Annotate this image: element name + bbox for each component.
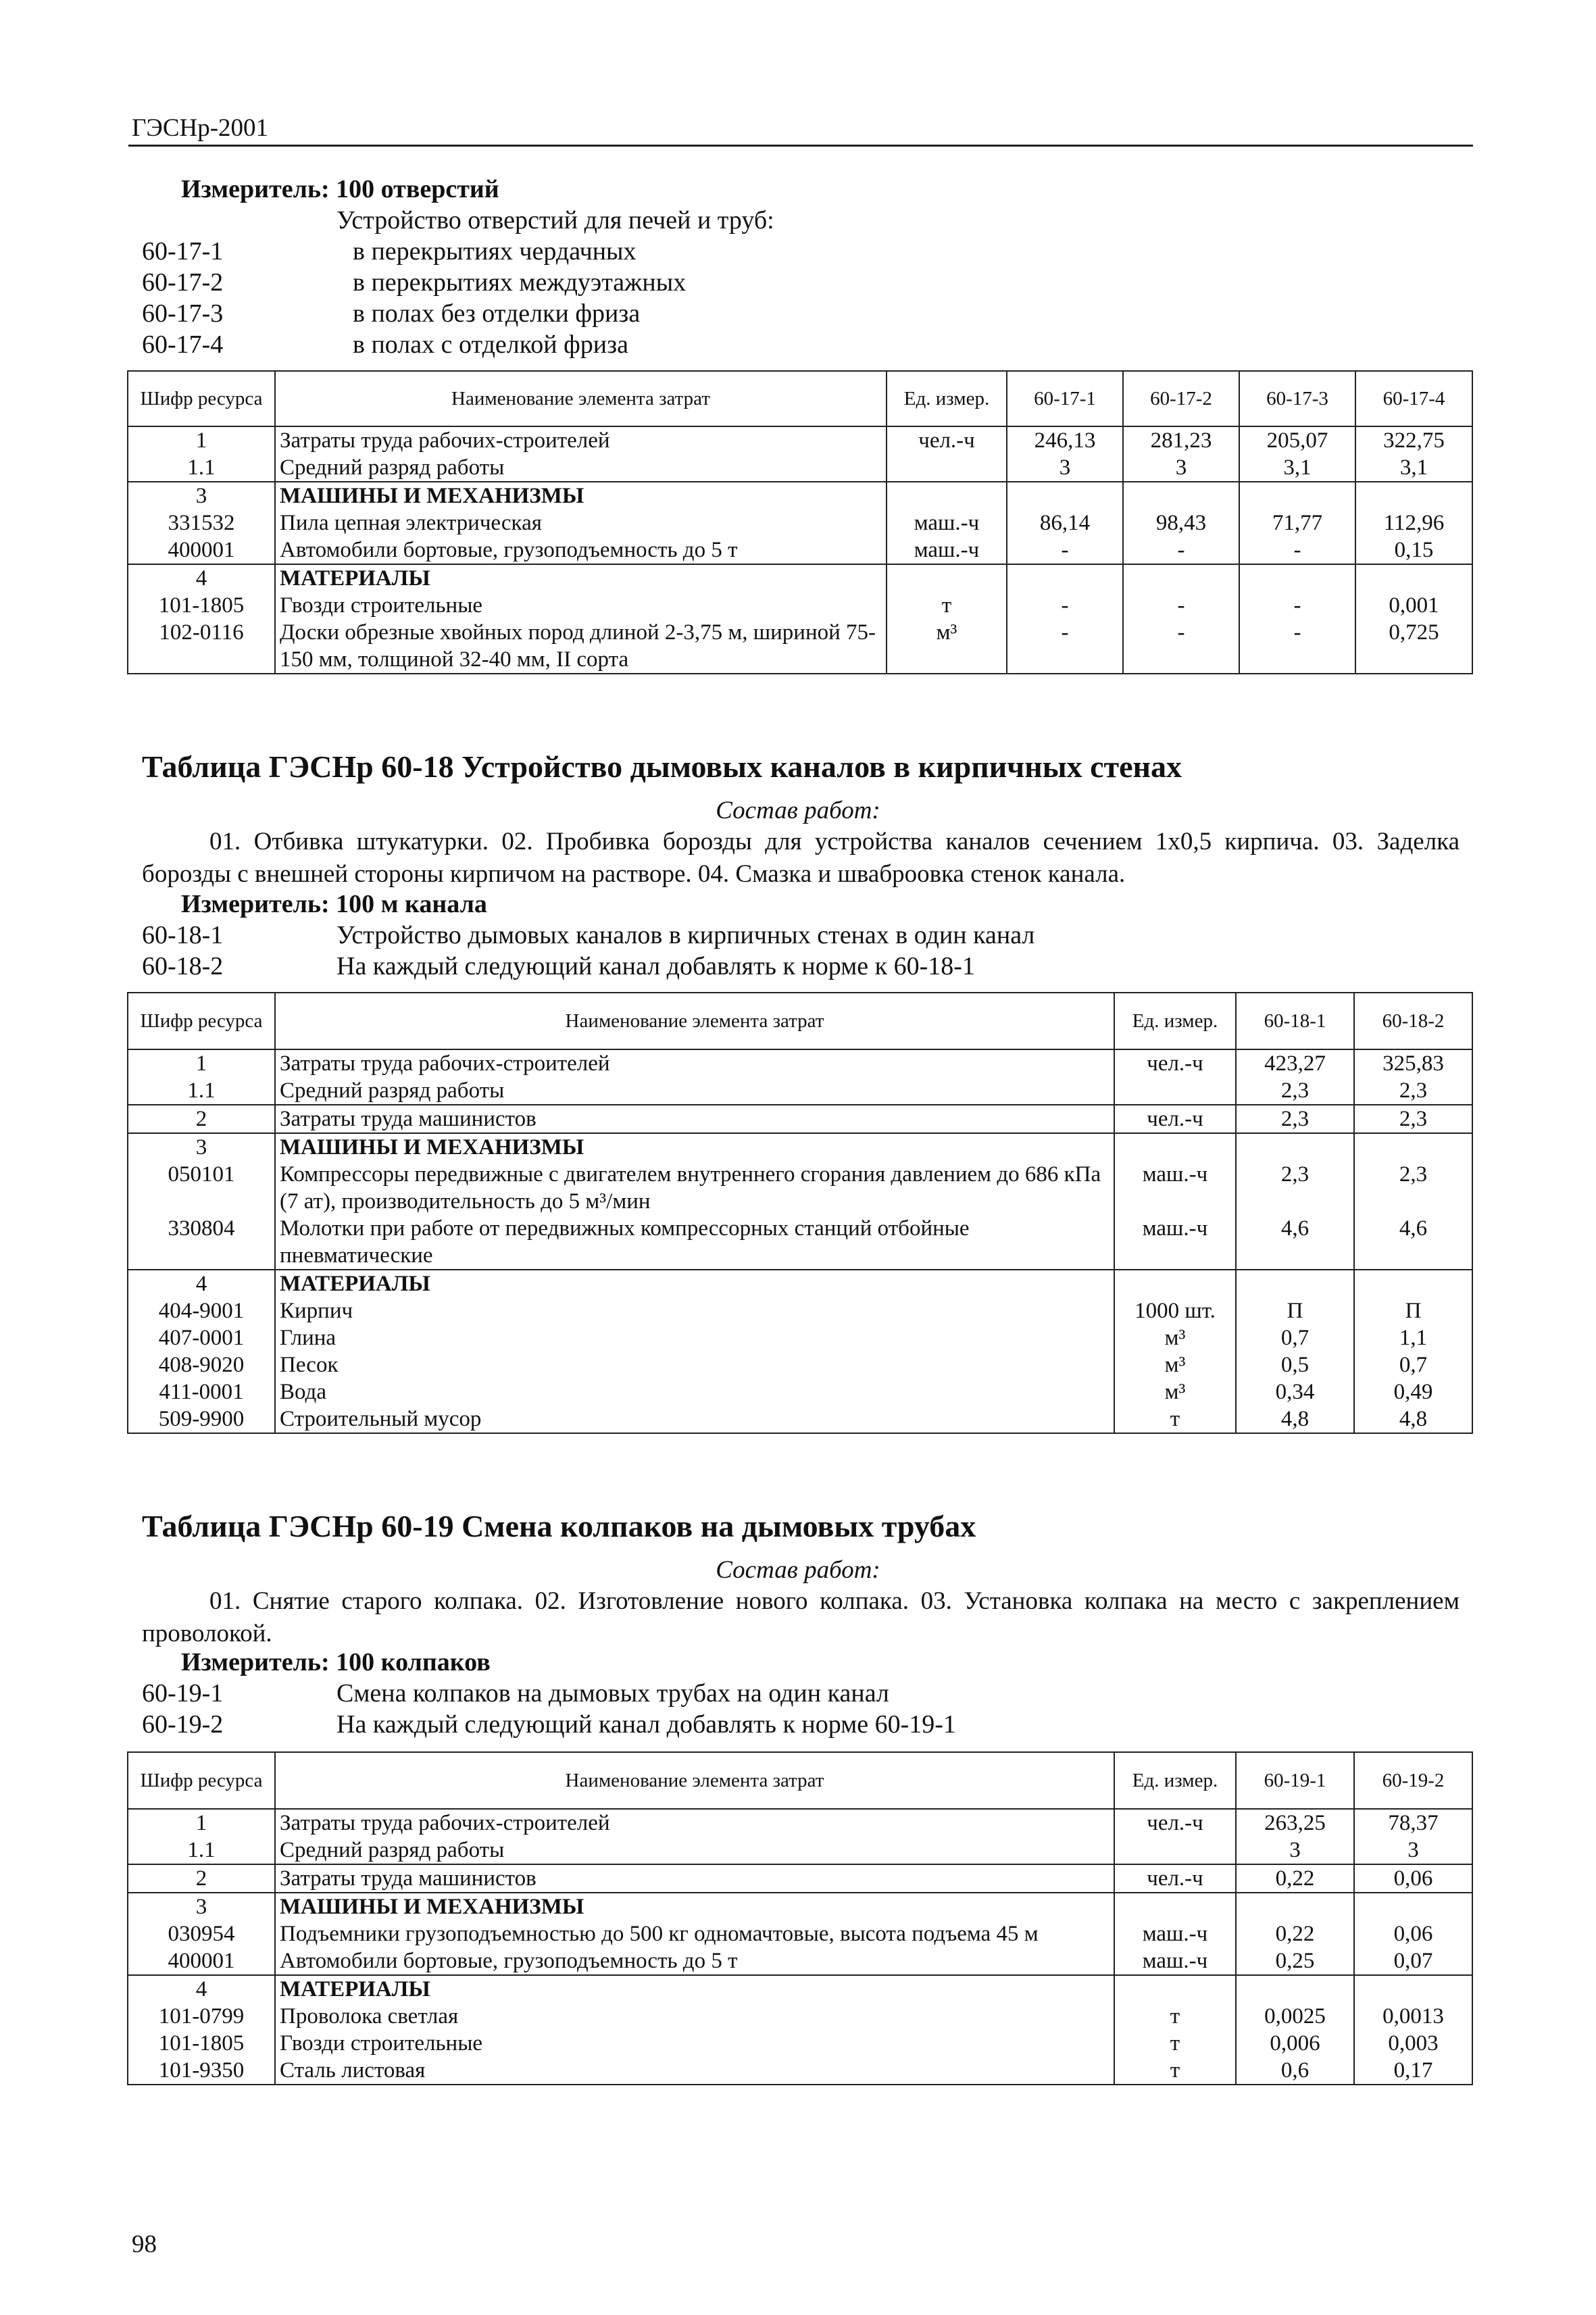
table-row — [128, 1270, 1472, 1297]
norm-value-cell: - — [1123, 537, 1239, 564]
norm-value-cell: 3 — [1123, 454, 1239, 482]
norm-value-cell — [1354, 1893, 1472, 1920]
table-row — [128, 1378, 1472, 1405]
item-text: в полах без отделки фриза — [353, 299, 641, 328]
unit-cell: маш.-ч — [887, 537, 1007, 564]
norm-value-cell: 0,5 — [1236, 1351, 1354, 1378]
unit-cell: м³ — [1114, 1351, 1236, 1378]
norm-value-cell: 2,3 — [1354, 1105, 1472, 1133]
table-row — [128, 2030, 1472, 2057]
resource-code-cell: 3 — [128, 1893, 275, 1920]
unit-cell: маш.-ч — [1114, 1947, 1236, 1975]
cost-element-name-cell: Подъемники грузоподъемностью до 500 кг одномачтовые, высота подъема 45 м — [275, 1920, 1114, 1947]
norm-value-cell: 3 — [1007, 454, 1123, 482]
header-cell: Ед. измер. — [1114, 1752, 1236, 1809]
item-text: Смена колпаков на дымовых трубах на один канал — [336, 1679, 889, 1708]
norm-value-cell — [1236, 1893, 1354, 1920]
resource-code-cell: 101-9350 — [128, 2057, 275, 2085]
norm-value-cell: 263,25 — [1236, 1809, 1354, 1837]
norm-value-cell — [1239, 564, 1355, 592]
unit-cell — [1114, 1133, 1236, 1161]
norm-value-cell: 2,3 — [1236, 1077, 1354, 1105]
cost-element-name-cell: Автомобили бортовые, грузоподъемность до 5 т — [275, 537, 887, 564]
resource-code-cell: 3 — [128, 1133, 275, 1161]
norm-value-cell: 0,17 — [1354, 2057, 1472, 2085]
norm-value-cell: 0,22 — [1236, 1920, 1354, 1947]
running-header: ГЭСНр-2001 — [132, 114, 269, 142]
item-text: в перекрытиях междуэтажных — [353, 268, 687, 297]
cost-element-name-cell: Затраты труда рабочих-строителей — [275, 1049, 1114, 1077]
norm-value-cell: 322,75 — [1355, 426, 1472, 454]
cost-element-name-cell: Гвозди строительные — [275, 2030, 1114, 2057]
norm-value-cell — [1355, 564, 1472, 592]
cost-element-name-cell: Молотки при работе от передвижных компрессорных станций отбойные пневматические — [275, 1215, 1114, 1270]
table-row — [128, 426, 1472, 454]
measure-60-19: Измеритель: 100 колпаков — [181, 1648, 491, 1676]
header-cell: Шифр ресурса — [128, 371, 275, 426]
header-cell: 60-19-2 — [1354, 1752, 1472, 1809]
unit-cell — [1114, 1270, 1236, 1297]
table-row — [128, 1864, 1472, 1893]
item-code: 60-18-2 — [142, 952, 224, 980]
norm-value-cell: 4,6 — [1236, 1215, 1354, 1270]
table-row — [128, 1405, 1472, 1433]
norm-value-cell: 1,1 — [1354, 1324, 1472, 1351]
norm-value-cell: - — [1239, 619, 1355, 674]
resource-code-cell: 050101 — [128, 1161, 275, 1215]
norm-value-cell: 0,07 — [1354, 1947, 1472, 1975]
table-row — [128, 592, 1472, 619]
norm-value-cell: 205,07 — [1239, 426, 1355, 454]
table-row — [128, 2003, 1472, 2030]
unit-cell: т — [1114, 2057, 1236, 2085]
table-row — [128, 1324, 1472, 1351]
table-row — [128, 619, 1472, 674]
cost-element-name-cell: Глина — [275, 1324, 1114, 1351]
norm-value-cell: 0,06 — [1354, 1864, 1472, 1893]
norm-value-cell: 0,003 — [1354, 2030, 1472, 2057]
norm-value-cell — [1007, 564, 1123, 592]
resource-code-cell: 1 — [128, 1049, 275, 1077]
cost-element-name-cell: МАТЕРИАЛЫ — [275, 564, 887, 592]
norm-value-cell: - — [1007, 592, 1123, 619]
unit-cell — [887, 454, 1007, 482]
norm-value-cell: 3,1 — [1355, 454, 1472, 482]
item-code: 60-18-1 — [142, 921, 224, 949]
header-cell: Наименование элемента затрат — [275, 371, 887, 426]
unit-cell: маш.-ч — [1114, 1161, 1236, 1215]
norm-value-cell: 0,49 — [1354, 1378, 1472, 1405]
norm-value-cell: 0,0013 — [1354, 2003, 1472, 2030]
resource-code-cell: 2 — [128, 1105, 275, 1133]
resource-code-cell: 1 — [128, 426, 275, 454]
table-row — [128, 1893, 1472, 1920]
norm-value-cell: - — [1007, 619, 1123, 674]
work-composition-label: Состав работ: — [716, 797, 880, 824]
norm-value-cell: 78,37 — [1354, 1809, 1472, 1837]
resource-code-cell: 330804 — [128, 1215, 275, 1270]
norm-value-cell — [1236, 1270, 1354, 1297]
resource-code-cell: 102-0116 — [128, 619, 275, 674]
header-cell: 60-17-3 — [1239, 371, 1355, 426]
measure-60-18: Измеритель: 100 м канала — [181, 890, 487, 918]
norm-value-cell: П — [1236, 1297, 1354, 1324]
norm-value-cell: 4,8 — [1236, 1405, 1354, 1433]
resource-code-cell: 4 — [128, 1975, 275, 2003]
norm-value-cell: 0,15 — [1355, 537, 1472, 564]
cost-element-name-cell: МАШИНЫ И МЕХАНИЗМЫ — [275, 1133, 1114, 1161]
resource-code-cell: 4 — [128, 1270, 275, 1297]
header-rule — [128, 145, 1473, 147]
resource-code-cell: 408-9020 — [128, 1351, 275, 1378]
norm-value-cell: 0,0025 — [1236, 2003, 1354, 2030]
resource-code-cell: 2 — [128, 1864, 275, 1893]
norm-value-cell — [1354, 1133, 1472, 1161]
norm-value-cell: 2,3 — [1354, 1161, 1472, 1215]
unit-cell — [1114, 1893, 1236, 1920]
item-text: Устройство дымовых каналов в кирпичных стенах в один канал — [336, 921, 1035, 949]
header-cell: Ед. измер. — [1114, 993, 1236, 1049]
norm-value-cell: - — [1123, 592, 1239, 619]
cost-element-name-cell: Строительный мусор — [275, 1405, 1114, 1433]
norm-value-cell: 4,6 — [1354, 1215, 1472, 1270]
norm-value-cell — [1123, 482, 1239, 509]
table-row — [128, 1809, 1472, 1837]
work-composition-label: Состав работ: — [716, 1556, 880, 1584]
resource-code-cell: 030954 — [128, 1920, 275, 1947]
cost-element-name-cell: Затраты труда машинистов — [275, 1864, 1114, 1893]
cost-element-name-cell: Автомобили бортовые, грузоподъемность до 5 т — [275, 1947, 1114, 1975]
header-cell: Шифр ресурса — [128, 1752, 275, 1809]
table-row — [128, 1215, 1472, 1270]
measure-60-17: Измеритель: 100 отверстий — [181, 175, 499, 203]
unit-cell: т — [887, 592, 1007, 619]
table-row — [128, 1351, 1472, 1378]
header-cell: Ед. измер. — [887, 371, 1007, 426]
cost-element-name-cell: Вода — [275, 1378, 1114, 1405]
norm-value-cell: 71,77 — [1239, 509, 1355, 537]
norm-value-cell: 0,25 — [1236, 1947, 1354, 1975]
work-description-60-18: 01. Отбивка штукатурки. 02. Пробивка борозды для устройства каналов сечением 1х0,5 кирпича. 03. Заделка борозды с внешней стороны кирпичом на растворе. 04. Смазка и шваброовка стенок канала. — [142, 828, 1460, 888]
unit-cell: 1000 шт. — [1114, 1297, 1236, 1324]
item-code: 60-17-2 — [142, 268, 224, 297]
norm-value-cell: 0,22 — [1236, 1864, 1354, 1893]
table-row — [128, 1920, 1472, 1947]
unit-cell: чел.-ч — [1114, 1864, 1236, 1893]
header-cell: 60-17-4 — [1355, 371, 1472, 426]
resource-code-cell: 407-0001 — [128, 1324, 275, 1351]
item-code: 60-19-1 — [142, 1679, 224, 1708]
cost-element-name-cell: Проволока светлая — [275, 2003, 1114, 2030]
table-row — [128, 1837, 1472, 1864]
item-code: 60-17-4 — [142, 330, 224, 359]
cost-element-name-cell: Средний разряд работы — [275, 1077, 1114, 1105]
unit-cell: т — [1114, 2030, 1236, 2057]
table-row — [128, 1975, 1472, 2003]
unit-cell: маш.-ч — [1114, 1920, 1236, 1947]
norm-value-cell: 0,6 — [1236, 2057, 1354, 2085]
cost-element-name-cell: МАТЕРИАЛЫ — [275, 1975, 1114, 2003]
norm-value-cell: 281,23 — [1123, 426, 1239, 454]
unit-cell: м³ — [887, 619, 1007, 674]
resource-code-cell: 101-1805 — [128, 2030, 275, 2057]
header-cell: 60-18-2 — [1354, 993, 1472, 1049]
unit-cell: т — [1114, 2003, 1236, 2030]
unit-cell: чел.-ч — [1114, 1105, 1236, 1133]
norm-value-cell — [1123, 564, 1239, 592]
norm-value-cell: 2,3 — [1236, 1161, 1354, 1215]
norm-value-cell: 86,14 — [1007, 509, 1123, 537]
resource-code-cell: 1 — [128, 1809, 275, 1837]
norm-value-cell: 0,34 — [1236, 1378, 1354, 1405]
item-code: 60-17-1 — [142, 237, 224, 266]
norm-value-cell — [1354, 1975, 1472, 2003]
norm-value-cell: 0,06 — [1354, 1920, 1472, 1947]
table-row — [128, 1105, 1472, 1133]
norm-value-cell: - — [1007, 537, 1123, 564]
item-text: в перекрытиях чердачных — [353, 237, 637, 266]
table-row — [128, 1133, 1472, 1161]
header-cell: Наименование элемента затрат — [275, 1752, 1114, 1809]
norm-value-cell: П — [1354, 1297, 1472, 1324]
table-title-60-19: Таблица ГЭСНр 60-19 Смена колпаков на дымовых трубах — [142, 1509, 976, 1543]
cost-element-name-cell: Средний разряд работы — [275, 1837, 1114, 1864]
resource-code-cell: 101-0799 — [128, 2003, 275, 2030]
norm-value-cell — [1236, 1133, 1354, 1161]
resource-code-cell: 3 — [128, 482, 275, 509]
table-row — [128, 564, 1472, 592]
norm-value-cell: 246,13 — [1007, 426, 1123, 454]
table-row — [128, 482, 1472, 509]
cost-element-name-cell: Сталь листовая — [275, 2057, 1114, 2085]
resource-code-cell: 331532 — [128, 509, 275, 537]
cost-element-name-cell: Затраты труда машинистов — [275, 1105, 1114, 1133]
work-description-60-19: 01. Снятие старого колпака. 02. Изготовление нового колпака. 03. Установка колпака на место с закреплением проволокой. — [142, 1587, 1460, 1647]
item-code: 60-17-3 — [142, 299, 224, 328]
resource-code-cell: 411-0001 — [128, 1378, 275, 1405]
item-text: На каждый следующий канал добавлять к норме к 60-18-1 — [336, 952, 975, 980]
norm-value-cell — [1355, 482, 1472, 509]
table-row — [128, 1049, 1472, 1077]
norm-value-cell: 3 — [1354, 1837, 1472, 1864]
cost-element-name-cell: МАШИНЫ И МЕХАНИЗМЫ — [275, 1893, 1114, 1920]
unit-cell — [1114, 1975, 1236, 2003]
resource-table-60-18 — [127, 992, 1473, 1434]
unit-cell: маш.-ч — [1114, 1215, 1236, 1270]
resource-code-cell: 1.1 — [128, 454, 275, 482]
unit-cell — [887, 482, 1007, 509]
unit-cell: чел.-ч — [1114, 1809, 1236, 1837]
page-number: 98 — [132, 2231, 157, 2258]
cost-element-name-cell: Гвозди строительные — [275, 592, 887, 619]
table-row — [128, 2057, 1472, 2085]
unit-cell — [1114, 1077, 1236, 1105]
norm-value-cell: - — [1123, 619, 1239, 674]
unit-cell: м³ — [1114, 1378, 1236, 1405]
norm-value-cell — [1236, 1975, 1354, 2003]
norm-value-cell — [1007, 482, 1123, 509]
norm-value-cell: 3 — [1236, 1837, 1354, 1864]
norm-value-cell: 423,27 — [1236, 1049, 1354, 1077]
cost-element-name-cell: Средний разряд работы — [275, 454, 887, 482]
cost-element-name-cell: Кирпич — [275, 1297, 1114, 1324]
norm-value-cell — [1239, 482, 1355, 509]
cost-element-name-cell: Песок — [275, 1351, 1114, 1378]
item-text: в полах с отделкой фриза — [353, 330, 628, 359]
item-code: 60-19-2 — [142, 1710, 224, 1739]
norm-value-cell: 98,43 — [1123, 509, 1239, 537]
table-row — [128, 1947, 1472, 1975]
norm-value-cell: - — [1239, 592, 1355, 619]
unit-cell: м³ — [1114, 1324, 1236, 1351]
cost-element-name-cell: МАШИНЫ И МЕХАНИЗМЫ — [275, 482, 887, 509]
norm-value-cell — [1354, 1270, 1472, 1297]
norm-value-cell: 0,725 — [1355, 619, 1472, 674]
resource-table-60-17 — [127, 370, 1473, 674]
table-row — [128, 509, 1472, 537]
unit-cell: т — [1114, 1405, 1236, 1433]
norm-value-cell: 325,83 — [1354, 1049, 1472, 1077]
norm-value-cell: 0,006 — [1236, 2030, 1354, 2057]
header-cell: 60-17-2 — [1123, 371, 1239, 426]
cost-element-name-cell: МАТЕРИАЛЫ — [275, 1270, 1114, 1297]
unit-cell — [887, 564, 1007, 592]
resource-code-cell: 4 — [128, 564, 275, 592]
table-title-60-18: Таблица ГЭСНр 60-18 Устройство дымовых каналов в кирпичных стенах — [142, 749, 1182, 784]
cost-element-name-cell: Затраты труда рабочих-строителей — [275, 1809, 1114, 1837]
table-row — [128, 1077, 1472, 1105]
norm-value-cell: 4,8 — [1354, 1405, 1472, 1433]
resource-table-60-19 — [127, 1751, 1473, 2085]
norm-value-cell: 3,1 — [1239, 454, 1355, 482]
cost-element-name-cell: Компрессоры передвижные с двигателем внутреннего сгорания давлением до 686 кПа (7 ат), производительность до 5 м³/мин — [275, 1161, 1114, 1215]
norm-value-cell: 0,001 — [1355, 592, 1472, 619]
resource-code-cell: 1.1 — [128, 1837, 275, 1864]
norm-value-cell: 0,7 — [1354, 1351, 1472, 1378]
resource-code-cell: 404-9001 — [128, 1297, 275, 1324]
intro-60-17: Устройство отверстий для печей и труб: — [336, 206, 774, 234]
table-row — [128, 1297, 1472, 1324]
resource-code-cell: 400001 — [128, 1947, 275, 1975]
header-cell: 60-19-1 — [1236, 1752, 1354, 1809]
resource-code-cell: 509-9900 — [128, 1405, 275, 1433]
item-text: На каждый следующий канал добавлять к норме 60-19-1 — [336, 1710, 956, 1739]
resource-code-cell: 400001 — [128, 537, 275, 564]
header-cell: Наименование элемента затрат — [275, 993, 1114, 1049]
resource-code-cell: 101-1805 — [128, 592, 275, 619]
unit-cell: маш.-ч — [887, 509, 1007, 537]
cost-element-name-cell: Пила цепная электрическая — [275, 509, 887, 537]
cost-element-name-cell: Доски обрезные хвойных пород длиной 2-3,75 м, шириной 75-150 мм, толщиной 32-40 мм, II сорта — [275, 619, 887, 674]
norm-value-cell: 2,3 — [1236, 1105, 1354, 1133]
norm-value-cell: 0,7 — [1236, 1324, 1354, 1351]
unit-cell: чел.-ч — [887, 426, 1007, 454]
header-cell: 60-17-1 — [1007, 371, 1123, 426]
norm-value-cell: 2,3 — [1354, 1077, 1472, 1105]
table-row — [128, 537, 1472, 564]
table-row — [128, 454, 1472, 482]
table-row — [128, 1161, 1472, 1215]
resource-code-cell: 1.1 — [128, 1077, 275, 1105]
cost-element-name-cell: Затраты труда рабочих-строителей — [275, 426, 887, 454]
unit-cell — [1114, 1837, 1236, 1864]
norm-value-cell: - — [1239, 537, 1355, 564]
unit-cell: чел.-ч — [1114, 1049, 1236, 1077]
header-cell: 60-18-1 — [1236, 993, 1354, 1049]
header-cell: Шифр ресурса — [128, 993, 275, 1049]
norm-value-cell: 112,96 — [1355, 509, 1472, 537]
